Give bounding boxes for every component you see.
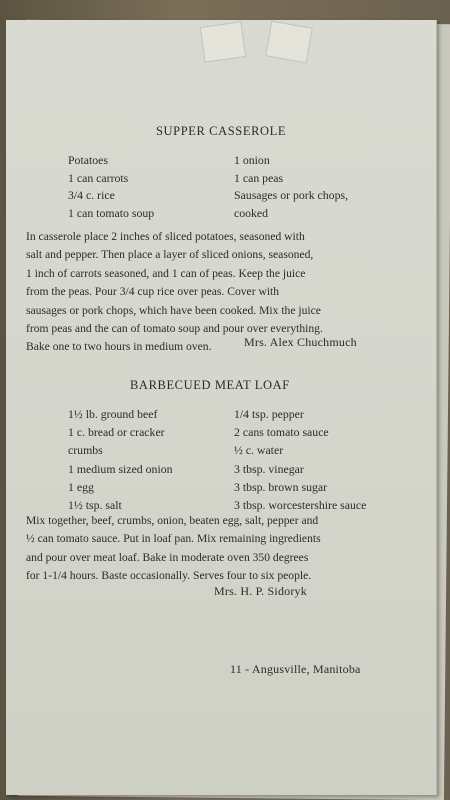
ingredients-right-column (234, 152, 348, 222)
ingredient-item: ½ c. water (234, 443, 284, 458)
directions-line: from peas and the can of tomato soup and pour over everything. (26, 321, 323, 335)
directions-line: ½ can tomato sauce. Put in loaf pan. Mix remaining ingredients (26, 532, 321, 546)
ingredient-item: 1 c. bread or cracker (68, 425, 165, 440)
ingredient-item: 1½ tsp. salt (68, 497, 122, 512)
recipe-page (6, 20, 437, 795)
ingredient-item: 2 cans tomato sauce (234, 425, 329, 440)
recipe-title-barbecued-meat-loaf: BARBECUED MEAT LOAF (130, 378, 290, 392)
ingredient-item: 1/4 tsp. pepper (234, 407, 304, 421)
ingredient-item: 1½ lb. ground beef (68, 407, 158, 421)
directions-line: Mix together, beef, crumbs, onion, beaten egg, salt, pepper and (26, 514, 319, 527)
ingredient-item: 1 can carrots (68, 170, 129, 185)
directions-line: and pour over meat loaf. Bake in moderate oven 350 degrees (26, 550, 309, 564)
ingredients-right-column (234, 405, 366, 514)
ingredient-item: 1 medium sized onion (68, 461, 173, 476)
ingredient-item: 1 can tomato soup (68, 205, 155, 220)
ingredient-item: crumbs (68, 443, 103, 458)
recipe-author: Mrs. Alex Chuchmuch (244, 335, 357, 349)
recipe-author: Mrs. H. P. Sidoryk (214, 584, 307, 598)
ingredient-item: cooked (234, 205, 269, 220)
ingredients-left-column (68, 405, 173, 514)
torn-tab-left (200, 21, 247, 62)
directions-line: In casserole place 2 inches of sliced potatoes, seasoned with (26, 230, 305, 243)
ingredient-item: 3/4 c. rice (68, 188, 115, 203)
directions-line: sausages or pork chops, which have been cooked. Mix the juice (26, 303, 321, 317)
page-footer: 11 - Angusville, Manitoba (230, 662, 361, 676)
directions-line: Bake one to two hours in medium oven. (26, 340, 212, 354)
ingredient-item: Potatoes (68, 153, 108, 167)
directions-paragraph (26, 512, 321, 586)
directions-line: for 1-1/4 hours. Baste occasionally. Serves four to six people. (26, 569, 312, 583)
ingredient-item: 3 tbsp. vinegar (234, 461, 304, 476)
directions-line: salt and pepper. Then place a layer of sliced onions, seasoned, (26, 248, 314, 262)
ingredient-item: 1 onion (234, 153, 270, 167)
directions-line: from the peas. Pour 3/4 cup rice over peas. Cover with (26, 285, 280, 299)
directions-line: 1 inch of carrots seasoned, and 1 can of peas. Keep the juice (26, 266, 306, 280)
ingredient-item: 3 tbsp. brown sugar (234, 479, 328, 494)
ingredients-left-column (68, 152, 154, 222)
recipe-title-supper-casserole: SUPPER CASSEROLE (156, 124, 287, 138)
ingredient-item: 1 egg (68, 479, 94, 494)
ingredient-item: 1 can peas (234, 170, 284, 185)
ingredient-item: Sausages or pork chops, (234, 188, 349, 203)
torn-tab-right (265, 21, 313, 64)
ingredient-item: 3 tbsp. worcestershire sauce (234, 497, 367, 512)
